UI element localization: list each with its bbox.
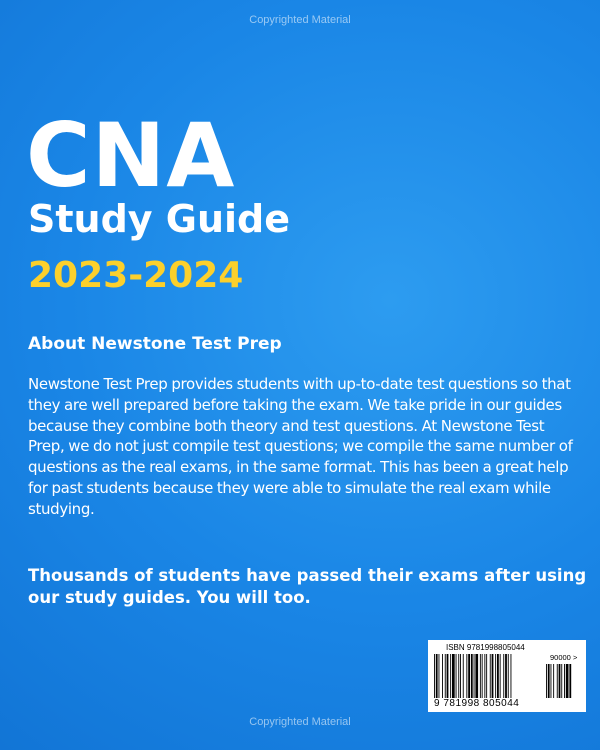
barcode-bar: [505, 654, 507, 698]
barcode-addon-bar: [548, 664, 550, 698]
watermark-bottom: Copyrighted Material: [249, 716, 351, 728]
barcode-bar: [439, 654, 440, 698]
title-year: 2023-2024: [28, 255, 244, 296]
barcode-addon-bar: [561, 664, 562, 698]
barcode-addon-bar: [566, 664, 569, 698]
barcode-bar: [500, 654, 501, 698]
barcode-bar: [456, 654, 457, 698]
about-heading: About Newstone Test Prep: [28, 334, 282, 354]
barcode-bar: [503, 654, 504, 698]
barcode-bar: [471, 654, 473, 698]
barcode-bar: [482, 654, 483, 698]
barcode-addon-bar: [569, 664, 571, 698]
isbn-barcode: [428, 640, 586, 712]
barcode-bar: [495, 654, 496, 698]
barcode-bar: [486, 654, 487, 698]
barcode-bar: [475, 654, 478, 698]
about-body: Newstone Test Prep provides students with up-to-date test questions so that they are well prepared before taking the exam. We take pride in our guides because they combine both theory and test questions. At Newstone Test Prep, we do not just compile test questions; we compile the same number of questions as the real exams, in the same format. This has been a great help for past students because they were able to simulate the real exam while studying.: [28, 375, 573, 518]
title-main: CNA: [26, 104, 236, 207]
barcode-bar: [450, 654, 451, 698]
barcode-bar: [468, 654, 470, 698]
barcode-bar: [445, 654, 446, 698]
barcode-bar: [508, 654, 509, 698]
barcode-bar: [447, 654, 449, 698]
barcode-bar: [480, 654, 481, 698]
barcode-addon-bar: [557, 664, 558, 698]
price-code: 90000 >: [550, 653, 578, 662]
barcode-bar: [484, 654, 485, 698]
barcode-digits: 9 781998 805044: [434, 698, 520, 709]
barcode-addon-bar: [553, 664, 554, 698]
isbn-label: ISBN 9781998805044: [446, 643, 525, 652]
barcode-bar: [492, 654, 494, 698]
barcode-bar: [436, 654, 438, 698]
closing-statement: Thousands of students have passed their exams after using our study guides. You will too.: [28, 566, 587, 607]
barcode-bar: [458, 654, 459, 698]
barcode-bar: [490, 654, 491, 698]
barcode-bar: [460, 654, 461, 698]
barcode-bar: [497, 654, 499, 698]
barcode-addon-bar: [551, 664, 552, 698]
barcode-bar: [511, 654, 512, 698]
barcode-bar: [442, 654, 443, 698]
barcode-bars: [434, 654, 580, 698]
barcode-bar: [463, 654, 464, 698]
barcode-bar: [466, 654, 467, 698]
barcode-bar: [452, 654, 455, 698]
barcode-addon-bar: [559, 664, 561, 698]
barcode-bar: [434, 654, 435, 698]
barcode-addon-bar: [546, 664, 547, 698]
barcode-bar: [474, 654, 475, 698]
watermark-top: Copyrighted Material: [249, 14, 351, 26]
barcode-addon-bar: [564, 664, 565, 698]
title-subtitle: Study Guide: [28, 197, 291, 241]
